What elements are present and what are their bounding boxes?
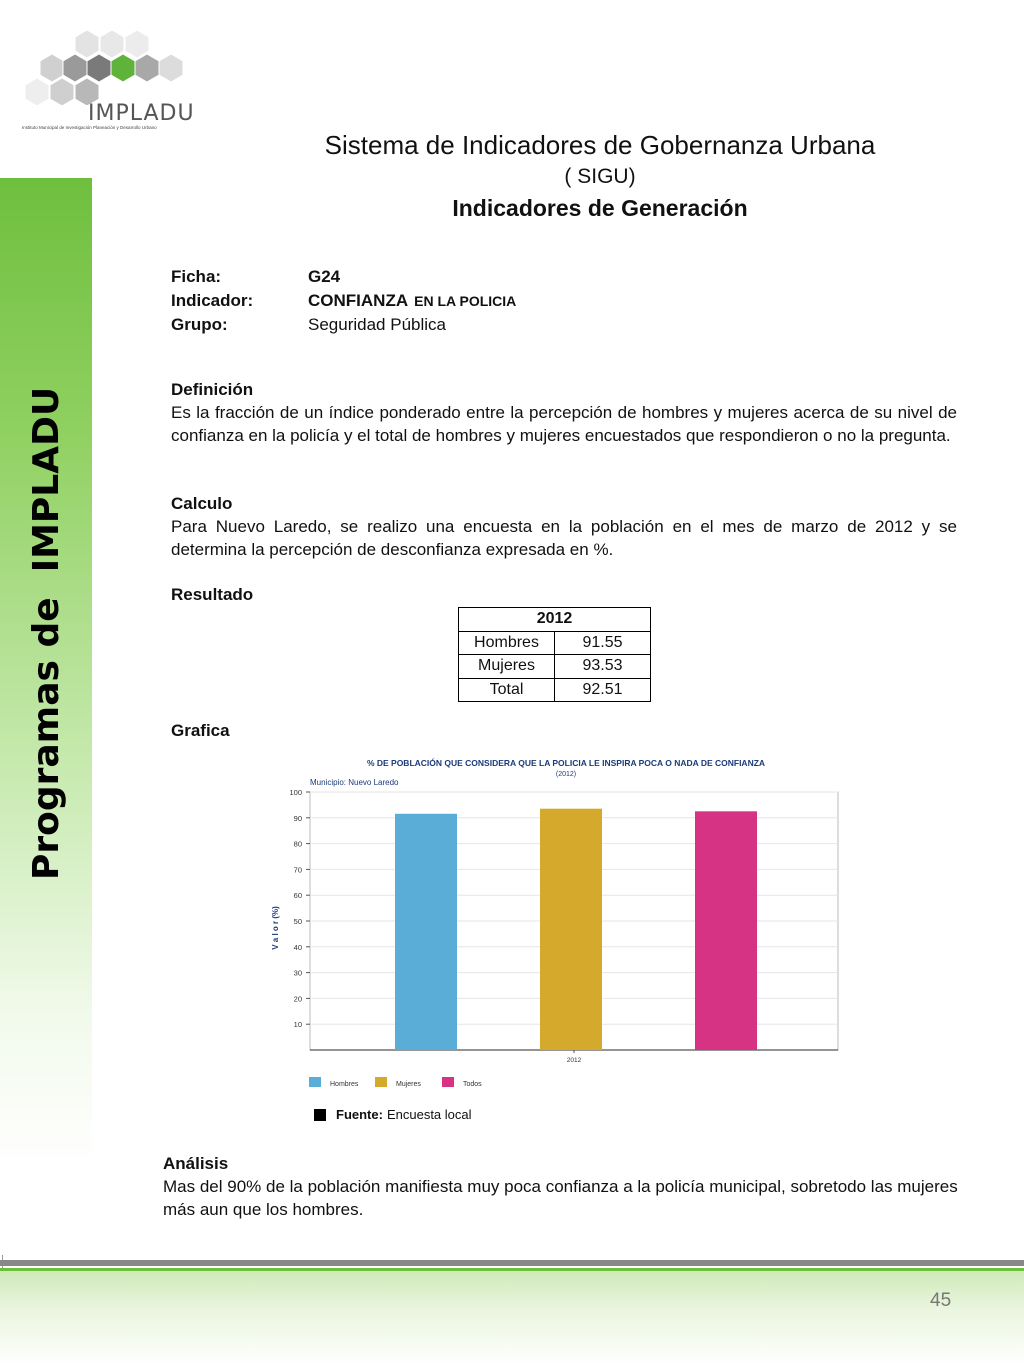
chart-y-tick-label: 100 bbox=[289, 788, 302, 797]
fuente-value: Encuesta local bbox=[386, 1107, 472, 1122]
logo-subtitle: Instituto Municipal de Investigación Planeación y Desarrollo Urbano bbox=[22, 125, 157, 130]
impladu-logo bbox=[20, 15, 210, 130]
bullet-square-icon bbox=[314, 1109, 326, 1121]
chart-bar-hombres bbox=[395, 814, 457, 1050]
analisis-heading: Análisis bbox=[163, 1154, 229, 1173]
bar-chart bbox=[260, 748, 860, 1098]
table-row bbox=[459, 678, 651, 702]
definicion-section bbox=[171, 378, 957, 447]
chart-y-tick-label: 70 bbox=[293, 865, 302, 875]
chart-y-tick-label: 40 bbox=[293, 942, 302, 952]
chart-svg bbox=[260, 748, 860, 1098]
table-cell-label: Hombres bbox=[459, 631, 555, 655]
fuente-note bbox=[314, 1107, 472, 1122]
chart-y-tick-label: 30 bbox=[293, 968, 302, 978]
analisis-text: Mas del 90% de la población manifiesta muy poca confianza a la policía municipal, sobretodo las mujeres más aun que los hombres. bbox=[163, 1177, 958, 1219]
calculo-text: Para Nuevo Laredo, se realizo una encuesta en la población en el mes de marzo de 2012 y se determina la percepción de desconfianza expresada en %. bbox=[171, 517, 957, 559]
chart-y-tick-label: 20 bbox=[293, 994, 302, 1004]
grupo-value: Seguridad Pública bbox=[308, 315, 446, 334]
indicador-value: CONFIANZA bbox=[308, 291, 409, 310]
legend-label: Hombres bbox=[330, 1081, 359, 1088]
chart-y-tick-label: 80 bbox=[293, 839, 302, 849]
grupo-label: Grupo: bbox=[171, 315, 228, 334]
fuente-label: Fuente: bbox=[336, 1107, 383, 1122]
footer-band bbox=[0, 1271, 1024, 1365]
resultado-heading: Resultado bbox=[171, 585, 254, 604]
page-heading: Indicadores de Generación bbox=[452, 195, 748, 221]
ficha-label: Ficha: bbox=[171, 267, 222, 286]
chart-bar-todos bbox=[695, 811, 757, 1050]
chart-subtitle: (2012) bbox=[555, 771, 577, 778]
chart-title: % DE POBLACIÓN QUE CONSIDERA QUE LA POLICIA LE INSPIRA POCA O NADA DE CONFIANZA bbox=[366, 758, 766, 768]
resultado-table bbox=[458, 607, 651, 702]
definicion-heading: Definición bbox=[171, 380, 254, 399]
calculo-section bbox=[171, 492, 957, 561]
chart-y-tick-label: 50 bbox=[293, 917, 302, 926]
chart-y-tick-label: 90 bbox=[293, 813, 302, 823]
chart-municipio: Municipio: Nuevo Laredo bbox=[310, 778, 399, 787]
chart-y-axis-label: V a l o r (%) bbox=[271, 906, 280, 950]
indicador-label: Indicador: bbox=[171, 291, 254, 310]
ficha-block bbox=[171, 265, 516, 337]
page-title: Sistema de Indicadores de Gobernanza Urbana bbox=[324, 130, 876, 160]
table-cell-value: 91.55 bbox=[555, 631, 651, 655]
table-row bbox=[459, 631, 651, 655]
header bbox=[180, 128, 1020, 224]
legend-swatch bbox=[442, 1077, 454, 1087]
indicador-suffix: EN LA POLICIA bbox=[414, 293, 517, 309]
chart-x-tick-label: 2012 bbox=[566, 1057, 582, 1064]
legend-label: Mujeres bbox=[396, 1081, 421, 1088]
table-cell-value: 92.51 bbox=[555, 678, 651, 702]
resultado-section bbox=[171, 583, 957, 606]
table-header-year: 2012 bbox=[459, 608, 651, 632]
ficha-value: G24 bbox=[308, 267, 341, 286]
chart-y-tick-label: 10 bbox=[293, 1020, 302, 1030]
table-cell-label: Mujeres bbox=[459, 655, 555, 679]
legend-swatch bbox=[309, 1077, 321, 1087]
chart-bar-mujeres bbox=[540, 809, 602, 1050]
page-number: 45 bbox=[930, 1290, 952, 1311]
sidebar-title: Programas de IMPLADU bbox=[26, 386, 67, 880]
chart-y-tick-label: 60 bbox=[293, 891, 302, 901]
analisis-section bbox=[163, 1152, 963, 1221]
grafica-section bbox=[171, 719, 957, 742]
footer-gray-rule bbox=[0, 1260, 1024, 1266]
logo-name: IMPLADU bbox=[88, 101, 195, 126]
table-cell-value: 93.53 bbox=[555, 655, 651, 679]
page-subtitle: ( SIGU) bbox=[564, 165, 636, 188]
definicion-text: Es la fracción de un índice ponderado entre la percepción de hombres y mujeres acerca de su nivel de confianza en la policía y el total de hombres y mujeres encuestados que respondieron o no la pregunta. bbox=[171, 403, 957, 445]
grafica-heading: Grafica bbox=[171, 721, 230, 740]
legend-label: Todos bbox=[463, 1081, 482, 1088]
legend-swatch bbox=[375, 1077, 387, 1087]
hexagon-logo-icon bbox=[20, 15, 210, 105]
calculo-heading: Calculo bbox=[171, 494, 233, 513]
table-row bbox=[459, 655, 651, 679]
table-cell-label: Total bbox=[459, 678, 555, 702]
